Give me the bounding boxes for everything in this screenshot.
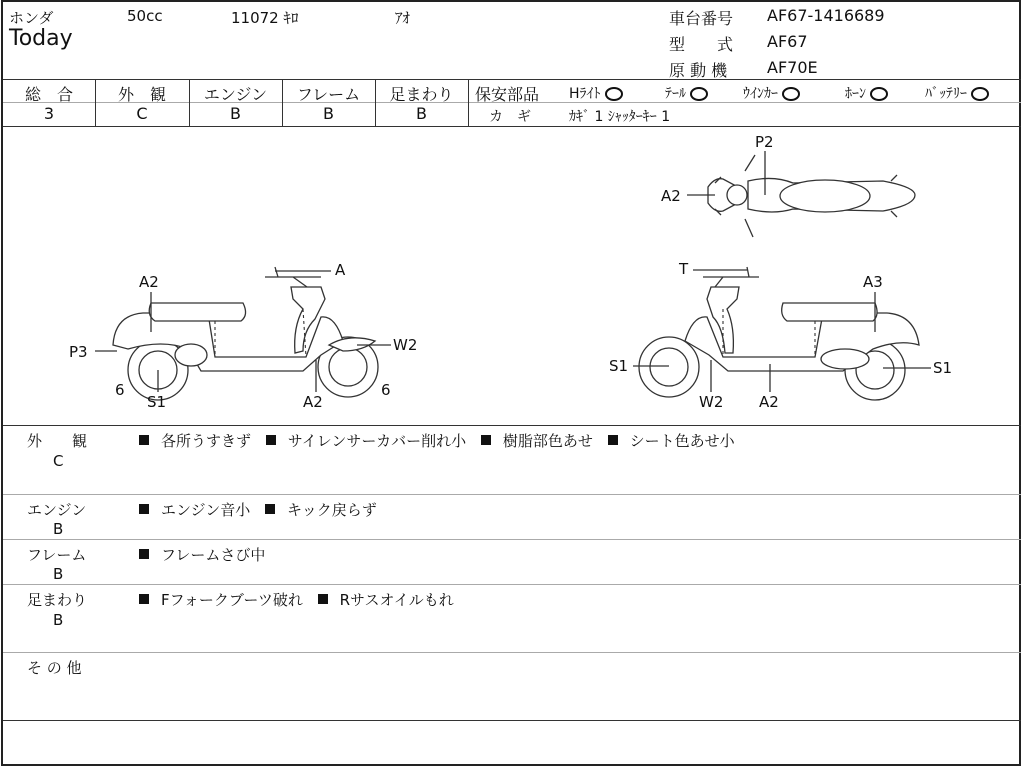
safety-item-label: ﾎｰﾝ: [845, 86, 866, 102]
label-a: A: [335, 261, 346, 279]
divider: [3, 425, 1021, 426]
grade-engine-value: B: [230, 104, 241, 123]
note-exterior-label: 外 観: [27, 432, 88, 450]
safety-winker: [743, 83, 800, 103]
note-item: 各所うすきず: [139, 430, 251, 451]
grade-overall-value: 3: [43, 104, 55, 123]
label-a2-right: A2: [759, 393, 779, 411]
grade-overall-label: 総 合: [24, 85, 73, 104]
safety-title: 保安部品: [475, 85, 540, 104]
engine-value: AF70E: [767, 58, 818, 77]
damage-diagram: [3, 127, 1021, 425]
note-item: キック戻らず: [265, 499, 377, 520]
note-frame-label: フレーム: [27, 546, 87, 564]
divider: [3, 79, 1021, 80]
type-label: 型 式: [669, 35, 734, 54]
divider: [3, 584, 1021, 585]
mileage: 11072 ｷﾛ: [231, 9, 299, 27]
label-p3: P3: [69, 343, 88, 361]
label-6-rear: 6: [381, 381, 391, 399]
label-s1-rear: S1: [933, 359, 953, 377]
bullet-square-icon: [608, 435, 618, 445]
check-circle-icon: [971, 87, 989, 101]
note-engine-items: [139, 499, 387, 520]
grade-suspension-label: 足まわり: [389, 85, 454, 104]
note-suspension-grade: B: [53, 611, 64, 629]
note-item: サイレンサーカバー削れ小: [266, 430, 466, 451]
frame-no: AF67-1416689: [767, 6, 885, 25]
displacement: 50cc: [127, 7, 163, 25]
label-6-front: 6: [115, 381, 125, 399]
note-item: エンジン音小: [139, 499, 250, 520]
model-name: Today: [9, 26, 73, 51]
key-label: カ ギ: [489, 109, 531, 125]
inspection-sheet: [1, 0, 1021, 766]
bullet-square-icon: [318, 594, 328, 604]
grade-exterior-value: C: [136, 104, 148, 123]
grade-frame-value: B: [323, 104, 334, 123]
grade-frame-label: フレーム: [296, 85, 361, 104]
check-circle-icon: [782, 87, 800, 101]
divider: [468, 79, 469, 127]
note-exterior-items: [139, 430, 745, 451]
grade-engine-label: エンジン: [203, 85, 268, 104]
check-circle-icon: [870, 87, 888, 101]
bullet-square-icon: [139, 594, 149, 604]
safety-item-label: Hﾗｲﾄ: [569, 86, 601, 102]
safety-item-label: ﾊﾞｯﾃﾘｰ: [925, 86, 967, 102]
grade-exterior-label: 外 観: [117, 85, 166, 104]
note-item: フレームさび中: [139, 544, 265, 565]
divider: [3, 539, 1021, 540]
bullet-square-icon: [481, 435, 491, 445]
label-w2: W2: [393, 336, 418, 354]
key-value: ｶｷﾞ 1 ｼｬｯﾀｰｷｰ 1: [569, 109, 671, 125]
type-value: AF67: [767, 32, 808, 51]
maker: ホンダ: [9, 9, 54, 27]
divider: [3, 652, 1021, 653]
frame-no-label: 車台番号: [669, 9, 734, 28]
bullet-square-icon: [139, 549, 149, 559]
label-a2: A2: [139, 273, 159, 291]
grade-suspension-value: B: [416, 104, 427, 123]
bullet-square-icon: [266, 435, 276, 445]
check-circle-icon: [605, 87, 623, 101]
bullet-square-icon: [139, 435, 149, 445]
label-p2: P2: [755, 133, 774, 151]
note-engine-label: エンジン: [27, 501, 87, 519]
label-s1-front: S1: [609, 357, 629, 375]
label-t: T: [679, 260, 689, 278]
safety-horn: [845, 83, 888, 103]
note-other-label: そ の 他: [27, 659, 82, 677]
engine-label: 原 動 機: [669, 61, 728, 80]
note-item: シート色あせ小: [608, 430, 735, 451]
label-s1: S1: [147, 393, 167, 411]
divider: [3, 720, 1021, 721]
note-item: Rサスオイルもれ: [318, 589, 454, 610]
color: ｱｵ: [395, 9, 411, 27]
bullet-square-icon: [139, 504, 149, 514]
bullet-square-icon: [265, 504, 275, 514]
safety-item-label: ﾃｰﾙ: [665, 86, 686, 102]
scooter-top-view: [708, 155, 915, 237]
safety-item-label: ｳｲﾝｶｰ: [743, 86, 778, 102]
label-w2-right: W2: [699, 393, 724, 411]
note-suspension-label: 足まわり: [27, 591, 88, 609]
note-frame-grade: B: [53, 565, 64, 583]
divider: [3, 494, 1021, 495]
check-circle-icon: [690, 87, 708, 101]
label-a2-top: A2: [661, 187, 681, 205]
label-a3: A3: [863, 273, 883, 291]
note-item: Fフォークブーツ破れ: [139, 589, 303, 610]
note-exterior-grade: C: [53, 452, 64, 470]
note-frame-items: [139, 544, 275, 565]
safety-battery: [925, 83, 989, 103]
note-item: 樹脂部色あせ: [481, 430, 593, 451]
safety-headlight: [569, 83, 623, 103]
safety-tail: [665, 83, 708, 103]
label-a2-bottom: A2: [303, 393, 323, 411]
note-engine-grade: B: [53, 520, 64, 538]
note-suspension-items: [139, 589, 464, 610]
